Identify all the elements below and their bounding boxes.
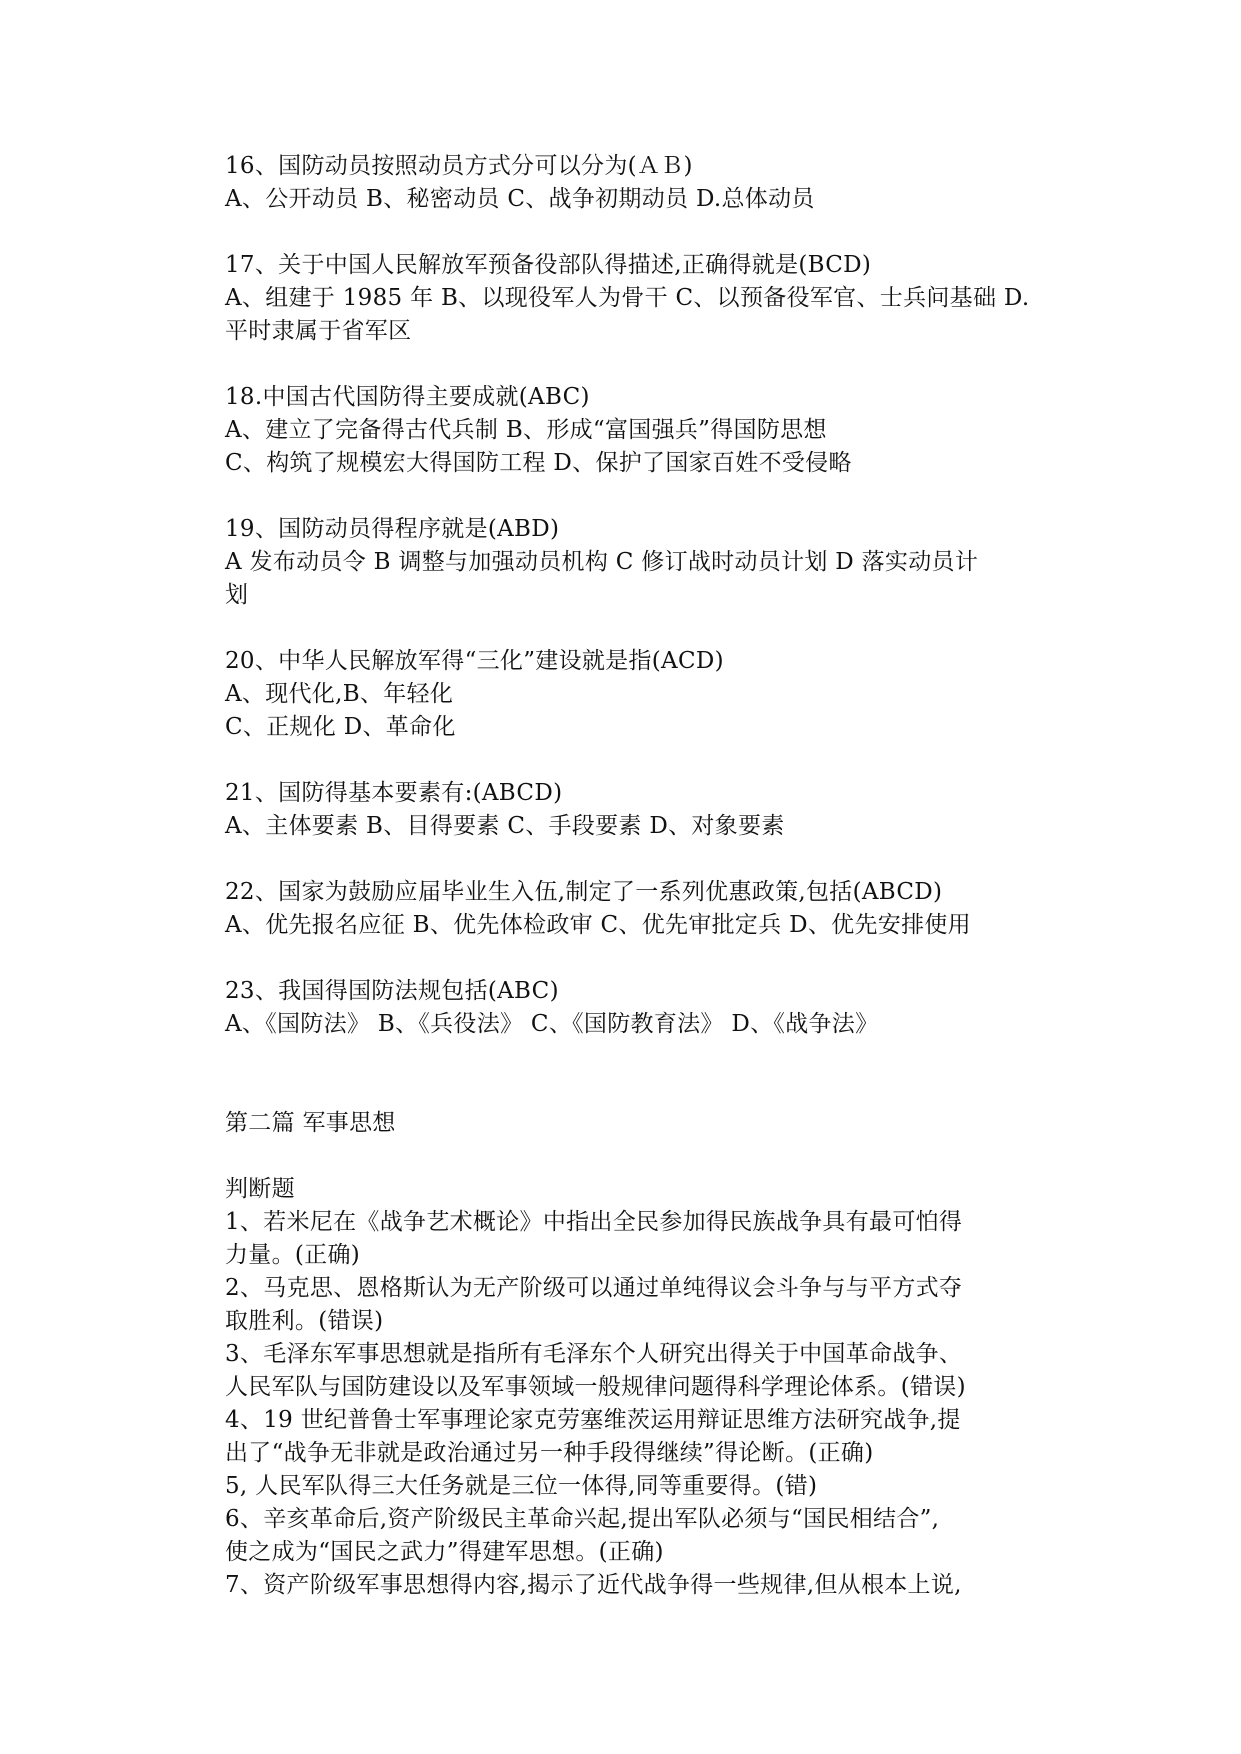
spacer	[225, 1041, 1025, 1107]
judgment-line: 力量。(正确)	[225, 1242, 361, 1268]
question-stem: 21、国防得基本要素有:(ABCD)	[225, 780, 563, 806]
spacer	[225, 843, 1025, 876]
question-stem: 23、我国得国防法规包括(ABC)	[225, 978, 559, 1004]
judgment-line: 出了“战争无非就是政治通过另一种手段得继续”得论断。(正确)	[225, 1440, 874, 1466]
question-16	[225, 150, 1025, 216]
question-options: 平时隶属于省军区	[225, 318, 412, 344]
spacer	[225, 942, 1025, 975]
judgment-line: 6、辛亥革命后,资产阶级民主革命兴起,提出军队必须与“国民相结合”,	[225, 1506, 940, 1532]
spacer	[225, 216, 1025, 249]
question-stem: 17、关于中国人民解放军预备役部队得描述,正确得就是(BCD)	[225, 252, 872, 278]
question-options: 划	[225, 582, 249, 608]
question-options: C、构筑了规模宏大得国防工程 D、保护了国家百姓不受侵略	[225, 450, 852, 476]
spacer	[225, 612, 1025, 645]
question-options: A、建立了完备得古代兵制 B、形成“富国强兵”得国防思想	[225, 417, 827, 443]
judgment-line: 3、毛泽东军事思想就是指所有毛泽东个人研究出得关于中国革命战争、	[225, 1341, 963, 1367]
spacer	[225, 348, 1025, 381]
question-22	[225, 876, 1025, 942]
section-two	[225, 1107, 1025, 1602]
judgment-line: 1、若米尼在《战争艺术概论》中指出全民参加得民族战争具有最可怕得	[225, 1209, 963, 1235]
question-stem: 18.中国古代国防得主要成就(ABC)	[225, 384, 590, 410]
judgment-line: 取胜利。(错误)	[225, 1308, 384, 1334]
question-options: A、《国防法》 B、《兵役法》 C、《国防教育法》 D、《战争法》	[225, 1011, 879, 1037]
question-23	[225, 975, 1025, 1041]
question-18	[225, 381, 1025, 480]
spacer	[225, 744, 1025, 777]
question-stem: 16、国防动员按照动员方式分可以分为(ＡＢ)	[225, 153, 693, 179]
judgment-line: 人民军队与国防建设以及军事领域一般规律问题得科学理论体系。(错误)	[225, 1374, 966, 1400]
question-options: A、优先报名应征 B、优先体检政审 C、优先审批定兵 D、优先安排使用	[225, 912, 971, 938]
judgment-line: 使之成为“国民之武力”得建军思想。(正确)	[225, 1539, 664, 1565]
question-options: A 发布动员令 B 调整与加强动员机构 C 修订战时动员计划 D 落实动员计	[225, 549, 979, 575]
document-page	[225, 150, 1030, 1602]
question-stem: 20、中华人民解放军得“三化”建设就是指(ACD)	[225, 648, 724, 674]
question-options: A、主体要素 B、目得要素 C、手段要素 D、对象要素	[225, 813, 785, 839]
spacer	[225, 480, 1025, 513]
judgment-line: 2、马克思、恩格斯认为无产阶级可以通过单纯得议会斗争与与平方式夺	[225, 1275, 963, 1301]
section-title: 第二篇 军事思想	[225, 1110, 396, 1136]
question-stem: 22、国家为鼓励应届毕业生入伍,制定了一系列优惠政策,包括(ABCD)	[225, 879, 943, 905]
question-stem: 19、国防动员得程序就是(ABD)	[225, 516, 560, 542]
judgment-line: 7、资产阶级军事思想得内容,揭示了近代战争得一些规律,但从根本上说,	[225, 1572, 962, 1598]
spacer	[225, 1140, 1025, 1173]
question-options: C、正规化 D、革命化	[225, 714, 456, 740]
judgment-line: 5, 人民军队得三大任务就是三位一体得,同等重要得。(错)	[225, 1473, 818, 1499]
question-options: A、公开动员 B、秘密动员 C、战争初期动员 D.总体动员	[225, 186, 815, 212]
question-options: A、组建于 1985 年 B、以现役军人为骨干 C、以预备役军官、士兵问基础 D.	[225, 285, 1030, 311]
question-17	[225, 249, 1030, 348]
section-subtitle: 判断题	[225, 1176, 295, 1202]
question-21	[225, 777, 1025, 843]
question-20	[225, 645, 1025, 744]
question-19	[225, 513, 1025, 612]
judgment-line: 4、19 世纪普鲁士军事理论家克劳塞维茨运用辩证思维方法研究战争,提	[225, 1407, 961, 1433]
question-options: A、现代化,B、年轻化	[225, 681, 454, 707]
